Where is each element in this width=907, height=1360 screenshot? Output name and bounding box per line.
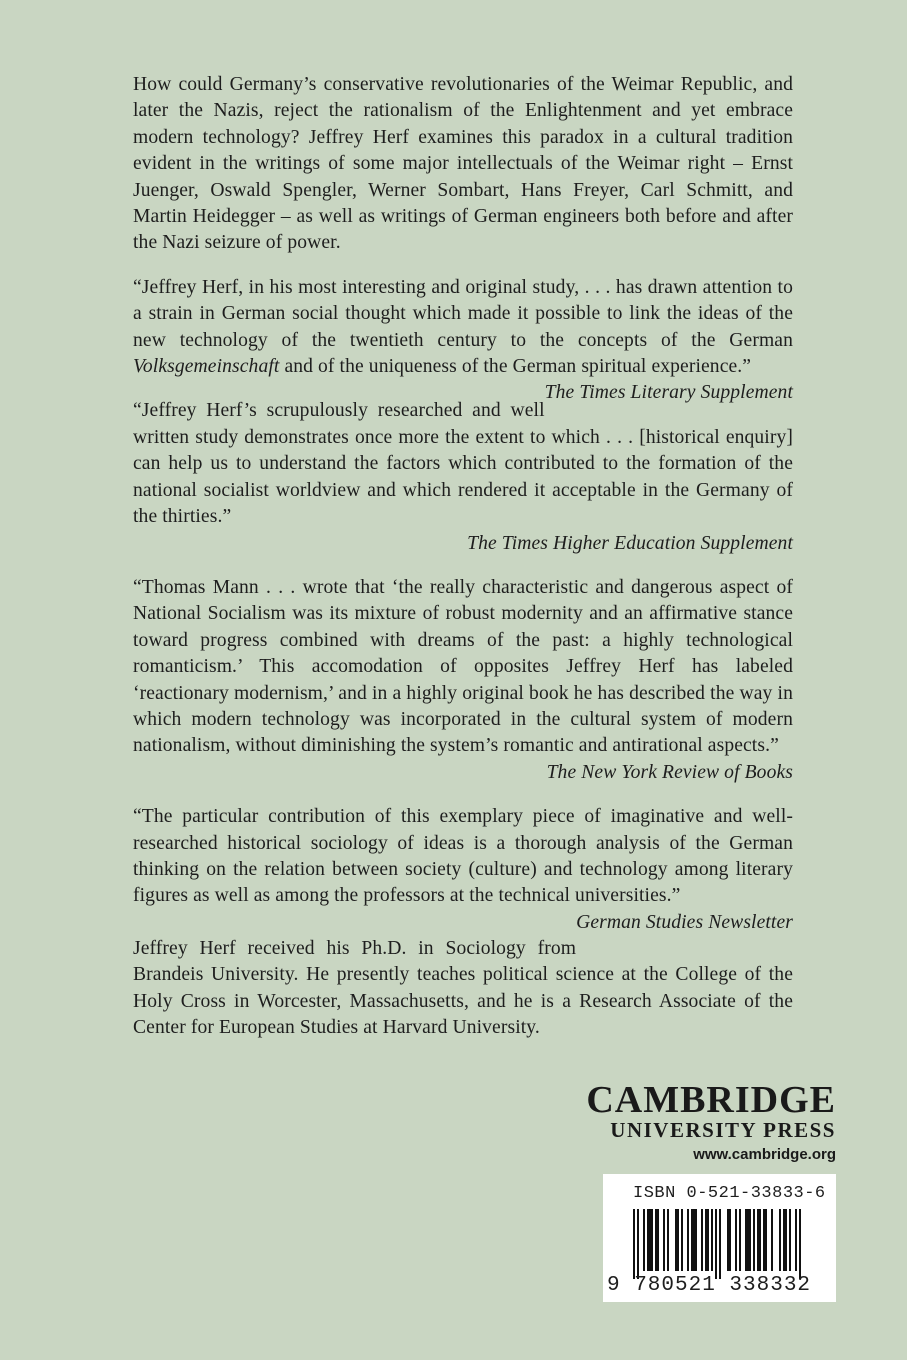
barcode-bar xyxy=(799,1209,801,1279)
quote-times-literary xyxy=(133,275,793,404)
publisher-subtitle: UNIVERSITY PRESS xyxy=(610,1118,836,1142)
quote-german-studies xyxy=(133,804,793,933)
barcode-bar xyxy=(691,1209,697,1271)
publisher-name: CAMBRIDGE xyxy=(586,1079,836,1121)
barcode-bar xyxy=(719,1209,721,1279)
quote-ny-review xyxy=(133,575,793,786)
publisher-url[interactable]: www.cambridge.org xyxy=(693,1146,836,1163)
barcode-bar xyxy=(783,1209,787,1271)
quote-text: “Thomas Mann . . . wrote that ‘the really characteristic and dangerous aspect of National Socialism was its mixture of robust modernity and an affirmative stance toward progress combined with dreams of the past: a highly technological romanticism.’ This accomodation of opposites Jeffrey Herf has labeled ‘reactionary modernism,’ and in a highly original book he has described the way in which modern technology was incorporated in the cultural system of modern nationalism, without diminishing the system’s romantic and antirational aspects.” xyxy=(133,576,793,757)
barcode-bar xyxy=(795,1209,797,1271)
barcode-bar xyxy=(739,1209,741,1271)
author-bio: Jeffrey Herf received his Ph.D. in Sociology from Brandeis University. He presently teaches political science at the College of the Holy Cross in Worcester, Massachusetts, and he is a Research Associate of the Center for European Studies at Harvard University. xyxy=(133,937,793,1038)
quote-source: The New York Review of Books xyxy=(546,761,793,783)
barcode-bar xyxy=(711,1209,713,1271)
barcode-bar xyxy=(763,1209,767,1271)
barcode-bar xyxy=(681,1209,683,1271)
barcode-bar xyxy=(633,1209,635,1279)
barcode-bar xyxy=(687,1209,689,1271)
barcode-panel xyxy=(603,1174,836,1302)
quote-source: German Studies Newsletter xyxy=(576,911,793,933)
barcode-bar xyxy=(789,1209,791,1271)
barcode-digits: 9 780521 338332 xyxy=(607,1274,812,1297)
quote-source: The Times Higher Education Supplement xyxy=(467,532,793,554)
publisher-logo xyxy=(560,1079,836,1166)
barcode-bar xyxy=(771,1209,773,1271)
quote-text-end: and of the uniqueness of the German spiritual experience.” xyxy=(279,356,752,378)
quote-text: “Jeffrey Herf’s scrupulously researched and well written study demonstrates once more the extent to which . . . [historical enquiry] can help us to understand the factors which contributed to the formation of the national socialist worldview and which rendered it acceptable in the Germany of the thirties.” xyxy=(133,400,793,528)
barcode-bar xyxy=(663,1209,665,1271)
barcode-bar xyxy=(675,1209,679,1271)
barcode-bar xyxy=(643,1209,645,1271)
barcode-bar xyxy=(745,1209,751,1271)
quote-italic-term: Volksgemeinschaft xyxy=(133,356,280,378)
barcode-bar xyxy=(637,1209,639,1279)
barcode-bar xyxy=(757,1209,761,1271)
barcode-bar xyxy=(735,1209,737,1271)
barcode-bar xyxy=(727,1209,731,1271)
barcode-bar xyxy=(655,1209,659,1271)
cover-text xyxy=(133,72,793,1059)
barcode-bar xyxy=(779,1209,781,1271)
quote-source: The Times Literary Supplement xyxy=(544,382,793,404)
barcode-bar xyxy=(647,1209,653,1271)
barcode-bar xyxy=(701,1209,703,1271)
barcode-bar xyxy=(705,1209,709,1271)
barcode-bar xyxy=(667,1209,669,1271)
barcode-bar xyxy=(715,1209,717,1279)
barcode-bar xyxy=(753,1209,755,1271)
quote-text: “Jeffrey Herf, in his most interesting and original study, . . . has drawn attention to a strain in German social thought which made it possible to link the ideas of the new technology of the twentieth century to the concepts of the German xyxy=(133,276,793,351)
quote-times-higher xyxy=(133,398,793,556)
description-paragraph: How could Germany’s conservative revolutionaries of the Weimar Republic, and later the Nazis, reject the rationalism of the Enlightenment and yet embrace modern technology? Jeffrey Herf examines this paradox in a cultural tradition evident in the writings of some major intellectuals of the Weimar right – Ernst Juenger, Oswald Spengler, Werner Sombart, Hans Freyer, Carl Schmitt, and Martin Heidegger – as well as writings of German engineers both before and after the Nazi seizure of power. xyxy=(133,74,793,254)
quote-text: “The particular contribution of this exemplary piece of imaginative and well-researched historical sociology of ideas is a thorough analysis of the German thinking on the relation between society (culture) and technology among literary figures as well as among the professors at the technical universities.” xyxy=(133,806,793,907)
isbn-label: ISBN 0-521-33833-6 xyxy=(633,1184,826,1203)
